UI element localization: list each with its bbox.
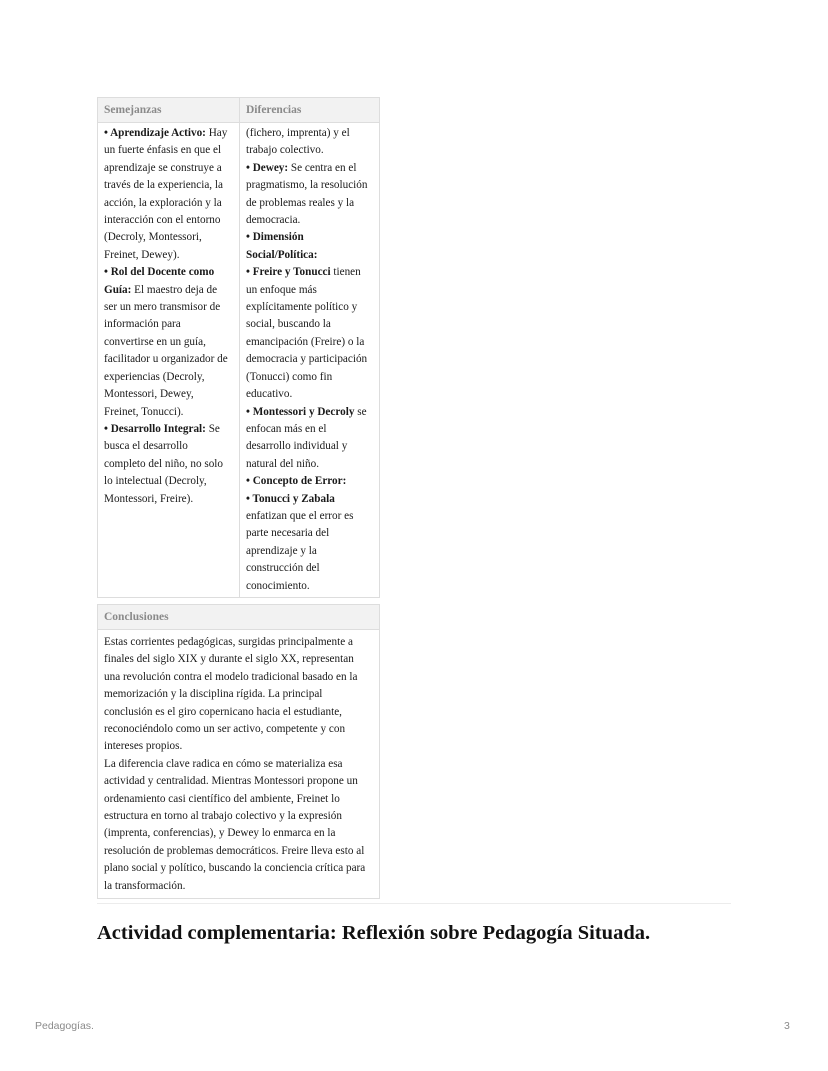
cell-text-line <box>246 160 373 177</box>
cell-text-line <box>246 456 373 473</box>
bold-term: Guía: <box>104 283 132 296</box>
cell-text-line <box>104 299 233 316</box>
plain-text: construcción del <box>246 562 320 575</box>
cell-text-line <box>104 438 233 455</box>
cell-text-line <box>104 456 233 473</box>
cell-text-line <box>246 404 373 421</box>
cell-text-line <box>104 125 233 142</box>
cell-text-line <box>246 212 373 229</box>
cell-text-line <box>246 264 373 281</box>
plain-text: El maestro deja de <box>131 283 218 296</box>
plain-text: través de la experiencia, la <box>104 179 223 192</box>
plain-text: información para <box>104 318 181 331</box>
table-header-row <box>98 98 380 123</box>
conclusion-line: conclusión es el giro copernicano hacia el estudiante, <box>104 705 342 718</box>
cell-text-line <box>246 578 373 595</box>
plain-text: desarrollo individual y <box>246 440 348 453</box>
conclusions-cell <box>98 630 380 899</box>
plain-text: democracia y participación <box>246 353 368 366</box>
cell-text-line <box>104 473 233 490</box>
plain-text: parte necesaria del <box>246 527 330 540</box>
cell-text-line <box>104 282 233 299</box>
cell-text-line <box>104 404 233 421</box>
header-semejanzas: Semejanzas <box>98 98 240 123</box>
conclusion-line: La diferencia clave radica en cómo se materializa esa <box>104 757 343 770</box>
cell-text-line <box>246 125 373 142</box>
table-row <box>98 123 380 598</box>
semejanzas-cell <box>98 123 240 598</box>
plain-text: aprendizaje y la <box>246 544 317 557</box>
plain-text: enfatizan que el error es <box>246 509 354 522</box>
cell-text-line <box>246 438 373 455</box>
conclusion-line: actividad y centralidad. Mientras Montessori propone un <box>104 775 358 788</box>
conclusion-line: intereses propios. <box>104 740 183 753</box>
plain-text: un fuerte énfasis en que el <box>104 144 222 157</box>
cell-text-line <box>104 386 233 403</box>
cell-text-line <box>246 543 373 560</box>
plain-text: interacción con el entorno <box>104 214 221 227</box>
diferencias-cell <box>240 123 380 598</box>
conclusion-line: Estas corrientes pedagógicas, surgidas principalmente a <box>104 636 353 648</box>
plain-text: completo del niño, no solo <box>104 457 224 470</box>
section-heading: Actividad complementaria: Reflexión sobre Pedagogía Situada. <box>97 922 651 944</box>
cell-text-line <box>246 369 373 386</box>
plain-text: social, buscando la <box>246 318 331 331</box>
plain-text: se <box>354 405 367 418</box>
cell-text-line <box>104 195 233 212</box>
plain-text: natural del niño. <box>246 457 320 470</box>
conclusion-line: estructura en torno al trabajo colectivo y la expresión <box>104 810 342 823</box>
bold-term: • Concepto de Error: <box>246 475 347 488</box>
cell-text-line <box>246 299 373 316</box>
conclusion-line: la transformación. <box>104 879 186 892</box>
plain-text: un enfoque más <box>246 283 317 296</box>
plain-text: explícitamente político y <box>246 301 358 314</box>
cell-text-line <box>246 351 373 368</box>
cell-text-line <box>104 264 233 281</box>
page-number: 3 <box>784 1020 790 1032</box>
cell-text-line <box>246 421 373 438</box>
plain-text: educativo. <box>246 388 293 401</box>
bold-term: • Aprendizaje Activo: <box>104 127 206 139</box>
cell-text-line <box>246 508 373 525</box>
bold-term: Social/Política: <box>246 248 318 261</box>
conclusion-line: memorización y la disciplina rígida. La principal <box>104 688 323 701</box>
cell-text-line <box>246 142 373 159</box>
plain-text: Freinet, Dewey). <box>104 248 180 261</box>
conclusion-line: resolución de problemas democráticos. Freire lleva esto al <box>104 844 365 857</box>
table-row <box>98 630 380 899</box>
cell-text-line <box>246 282 373 299</box>
cell-text-line <box>246 177 373 194</box>
plain-text: Se <box>205 422 220 435</box>
plain-text: pragmatismo, la resolución <box>246 179 368 192</box>
bold-term: • Desarrollo Integral: <box>104 422 206 435</box>
bold-term: • Dewey: <box>246 161 289 174</box>
plain-text: (Tonucci) como fin <box>246 370 333 383</box>
plain-text: Montessori, Freire). <box>104 492 194 505</box>
conclusions-table <box>97 604 380 899</box>
cell-text-line <box>246 386 373 403</box>
cell-text-line <box>246 473 373 490</box>
table-header-row <box>98 605 380 630</box>
cell-text-line <box>246 334 373 351</box>
plain-text: experiencias (Decroly, <box>104 370 205 383</box>
cell-text-line <box>104 334 233 351</box>
conclusion-line: una revolución contra el modelo tradicional basado en la <box>104 670 358 683</box>
cell-text-line <box>104 247 233 264</box>
cell-text-line <box>104 316 233 333</box>
cell-text-line <box>104 212 233 229</box>
bold-term: • Freire y Tonucci <box>246 266 331 279</box>
bold-term: • Rol del Docente como <box>104 266 215 279</box>
plain-text: conocimiento. <box>246 579 310 592</box>
plain-text: busca el desarrollo <box>104 440 188 453</box>
plain-text: aprendizaje se construye a <box>104 161 222 174</box>
bold-term: • Tonucci y Zabala <box>246 492 335 505</box>
cell-text-line <box>246 560 373 577</box>
plain-text: (fichero, imprenta) y el <box>246 127 350 139</box>
cell-text-line <box>246 195 373 212</box>
plain-text: (Decroly, Montessori, <box>104 231 202 244</box>
plain-text: democracia. <box>246 214 301 227</box>
section-divider <box>97 903 731 904</box>
header-conclusiones: Conclusiones <box>98 605 380 630</box>
header-diferencias: Diferencias <box>240 98 380 123</box>
plain-text: lo intelectual (Decroly, <box>104 475 207 488</box>
cell-text-line <box>104 369 233 386</box>
cell-text-line <box>104 351 233 368</box>
conclusion-line: ordenamiento casi científico del ambiente, Freinet lo <box>104 792 340 805</box>
cell-text-line <box>104 160 233 177</box>
plain-text: trabajo colectivo. <box>246 144 324 157</box>
conclusion-line: plano social y político, buscando la conciencia crítica para <box>104 862 366 875</box>
cell-text-line <box>104 229 233 246</box>
comparison-table <box>97 97 380 598</box>
cell-text-line <box>246 525 373 542</box>
plain-text: Freinet, Tonucci). <box>104 405 184 418</box>
plain-text: facilitador u organizador de <box>104 353 228 366</box>
bold-term: • Montessori y Decroly <box>246 405 355 418</box>
cell-text-line <box>104 177 233 194</box>
plain-text: tienen <box>330 266 361 279</box>
plain-text: emancipación (Freire) o la <box>246 335 365 348</box>
cell-text-line <box>104 491 233 508</box>
plain-text: Montessori, Dewey, <box>104 388 194 401</box>
plain-text: convertirse en un guía, <box>104 335 206 348</box>
plain-text: Hay <box>205 127 228 139</box>
cell-text-line <box>104 421 233 438</box>
footer-title: Pedagogías. <box>35 1020 94 1032</box>
conclusion-line: reconociéndolo como un ser activo, competente y con <box>104 723 346 736</box>
cell-text-line <box>246 229 373 246</box>
conclusion-line: finales del siglo XIX y durante el siglo XX, representan <box>104 653 354 666</box>
cell-text-line <box>246 316 373 333</box>
cell-text-line <box>104 142 233 159</box>
bold-term: • Dimensión <box>246 231 304 244</box>
plain-text: enfocan más en el <box>246 422 327 435</box>
plain-text: de problemas reales y la <box>246 196 355 209</box>
cell-text-line <box>246 491 373 508</box>
conclusion-line: (imprenta, conferencias), y Dewey lo enmarca en la <box>104 827 336 840</box>
plain-text: acción, la exploración y la <box>104 196 222 209</box>
plain-text: Se centra en el <box>288 161 357 174</box>
cell-text-line <box>246 247 373 264</box>
plain-text: ser un mero transmisor de <box>104 301 221 314</box>
